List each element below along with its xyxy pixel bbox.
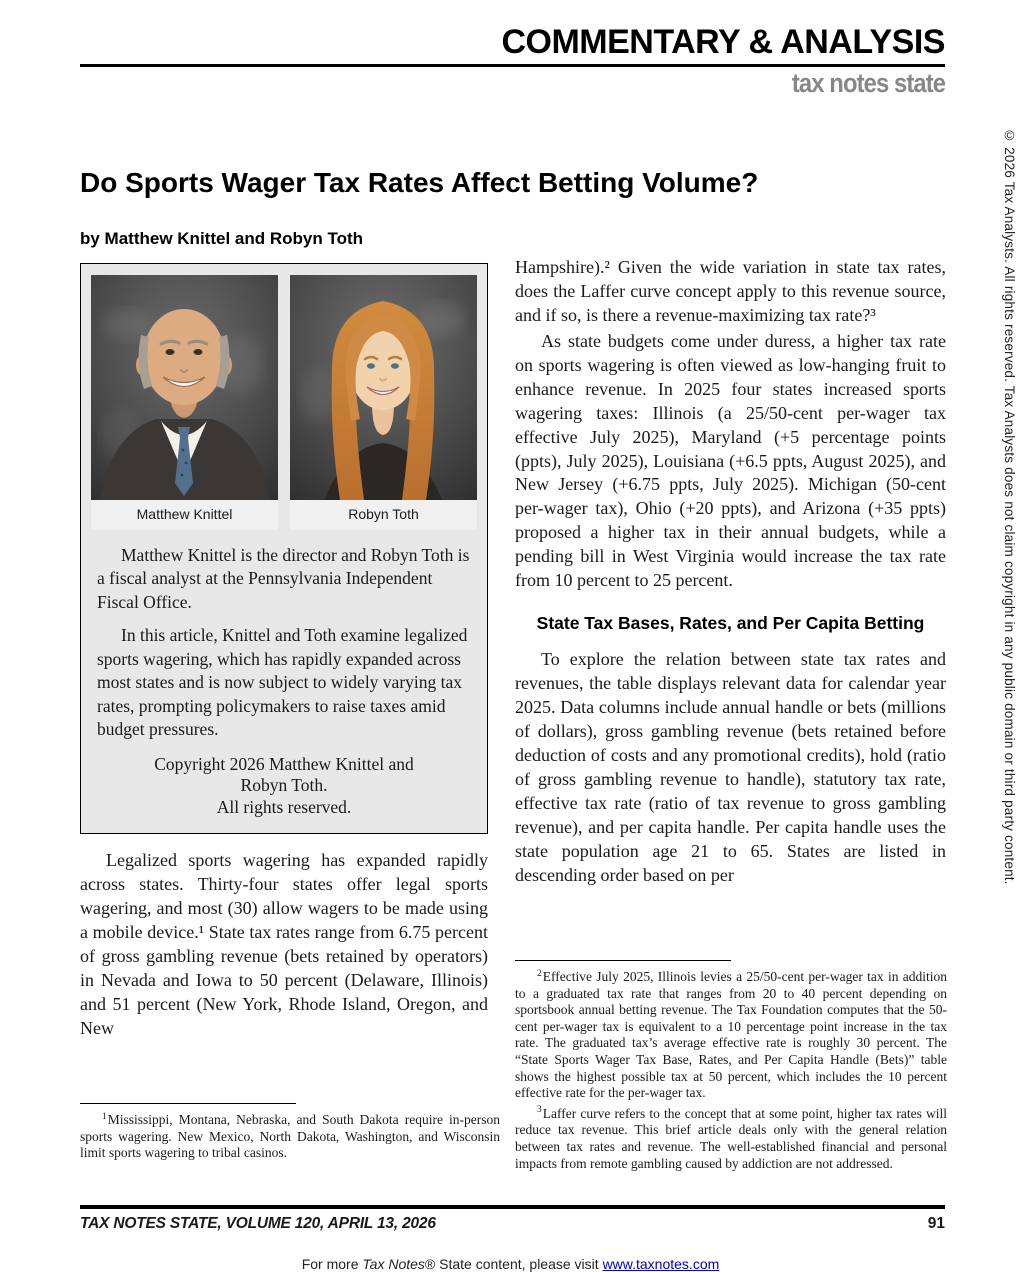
author-photo-card bbox=[91, 275, 278, 530]
copyright-line: Robyn Toth. bbox=[240, 775, 328, 796]
body-paragraph: Legalized sports wagering has expanded rapidly across states. Thirty-four states offer legal sports wagering, and most (30) allow wagers to be made using a mobile device.¹ State tax rates range from 6.75 percent of gross gambling revenue (bets retained by operators) in Nevada and Iowa to 50 percent (Delaware, Illinois) and 51 percent (New York, Rhode Island, Oregon, and New bbox=[80, 850, 488, 1038]
promo-brand: Tax Notes bbox=[362, 1256, 425, 1272]
footer-journal-info: TAX NOTES STATE, VOLUME 120, APRIL 13, 2026 bbox=[80, 1215, 436, 1232]
footnote-marker: 1 bbox=[102, 1111, 107, 1122]
footnote-text: Mississippi, Montana, Nebraska, and South Dakota require in-person sports wagering. New Mexico, North Dakota, Washington, and Wisconsin limit sports wagering to tribal casinos. bbox=[80, 1112, 500, 1161]
bio-paragraph: In this article, Knittel and Toth examine legalized sports wagering, which has rapidly expanded across most states and is now subject to widely varying tax rates, prompting policymakers to raise taxes amid budget pressures. bbox=[97, 625, 468, 740]
left-column bbox=[80, 263, 488, 1043]
section-heading: State Tax Bases, Rates, and Per Capita Betting bbox=[536, 613, 925, 634]
byline: by Matthew Knittel and Robyn Toth bbox=[80, 229, 363, 248]
photo-caption-matthew-knittel: Matthew Knittel bbox=[136, 506, 233, 522]
author-photo-matthew-knittel bbox=[91, 275, 278, 500]
footnote-1 bbox=[80, 1112, 500, 1162]
author-photo-robyn-toth bbox=[290, 275, 477, 500]
footnote-text: Laffer curve refers to the concept that at some point, higher tax rates will reduce tax revenue. This brief article deals only with the general relation between tax rates and revenue. The well-established financial and personal impacts from remote gambling caused by addiction are not addressed. bbox=[515, 1105, 947, 1171]
footnote-2 bbox=[515, 969, 947, 1102]
author-photo-card bbox=[290, 275, 477, 530]
photo-caption-robyn-toth: Robyn Toth bbox=[348, 506, 419, 522]
bio-paragraph: Matthew Knittel is the director and Robyn Toth is a fiscal analyst at the Pennsylvania Independent Fiscal Office. bbox=[97, 545, 470, 612]
copyright-block bbox=[95, 754, 473, 820]
footnotes-left bbox=[80, 1103, 500, 1166]
taxnotes-link[interactable]: www.taxnotes.com bbox=[602, 1256, 720, 1272]
side-copyright-text: © 2026 Tax Analysts. All rights reserved. Tax Analysts does not claim copyright in any public domain or third party content. bbox=[1002, 128, 1017, 885]
footer bbox=[80, 1215, 945, 1233]
body-paragraph: As state budgets come under duress, a higher tax rate on sports wagering is often viewed as low-hanging fruit to enhance revenue. In 2025 four states increased sports wagering taxes: Illinois (a 25/50-cent per-wager tax effective July 2025), Maryland (+5 percentage points (ppts), July 2025), Louisiana (+6.5 ppts, August 2025), and New Jersey (+6.75 ppts, July 2025). Michigan (50-cent per-wager tax), Ohio (+20 ppts), and Arizona (+35 ppts) proposed a higher tax in their annual budgets, while a pending bill in West Virginia would increase the tax rate from 10 percent to 25 percent. bbox=[515, 330, 946, 591]
footnotes-right bbox=[515, 960, 947, 1176]
footer-rule bbox=[80, 1205, 945, 1209]
author-box bbox=[80, 263, 488, 834]
author-bio bbox=[97, 544, 471, 742]
brand-logo: tax notes state bbox=[791, 68, 945, 99]
promo-text: State content, please visit bbox=[435, 1256, 603, 1272]
footnote-marker: 2 bbox=[537, 968, 542, 979]
footnote-rule bbox=[80, 1103, 296, 1104]
right-column bbox=[515, 256, 946, 890]
copyright-line: Copyright 2026 Matthew Knittel and bbox=[154, 753, 414, 774]
footnote-text: Effective July 2025, Illinois levies a 25/50-cent per-wager tax in addition to a graduated tax rate that ranges from 20 to 40 percent depending on sportsbook annual betting revenue. The Tax Foundation computes that the 50-cent per-wager tax is equivalent to a 10 percentage point increase in the tax rate. The graduated tax’s average effective rate is roughly 30 percent. The “State Sports Wager Tax Base, Rates, and Per Capita Handle (Bets)” table shows the highest possible tax at 50 percent, which includes the 10 percent effective rate for the per-wager tax. bbox=[515, 969, 947, 1101]
masthead bbox=[80, 24, 945, 99]
footnote-rule bbox=[515, 960, 731, 961]
section-label: COMMENTARY & ANALYSIS bbox=[501, 23, 945, 61]
footnote-marker: 3 bbox=[537, 1105, 542, 1116]
body-paragraph: Hampshire).² Given the wide variation in state tax rates, does the Laffer curve concept apply to this revenue source, and if so, is there a revenue-maximizing tax rate?³ bbox=[515, 257, 946, 325]
body-paragraph: To explore the relation between state tax rates and revenues, the table displays relevant data for calendar year 2025. Data columns include annual handle or bets (millions of dollars), gross gambling revenue (bets retained before deduction of costs and any promotional credits), hold (ratio of gross gambling revenue to handle), statutory tax rate, effective tax rate (ratio of tax revenue to gross gambling revenue), and per capita handle. Per capita handle uses the state population age 21 to 65. States are listed in descending order based on per bbox=[515, 649, 946, 885]
promo-text: For more bbox=[301, 1256, 363, 1272]
footnote-3 bbox=[515, 1106, 947, 1172]
masthead-rule bbox=[80, 64, 945, 67]
page-title: Do Sports Wager Tax Rates Affect Betting Volume? bbox=[80, 166, 759, 198]
promo-reg-mark: ® bbox=[424, 1256, 436, 1272]
author-photos bbox=[91, 275, 477, 530]
footer-page-number: 91 bbox=[927, 1215, 945, 1232]
copyright-line: All rights reserved. bbox=[216, 797, 352, 818]
